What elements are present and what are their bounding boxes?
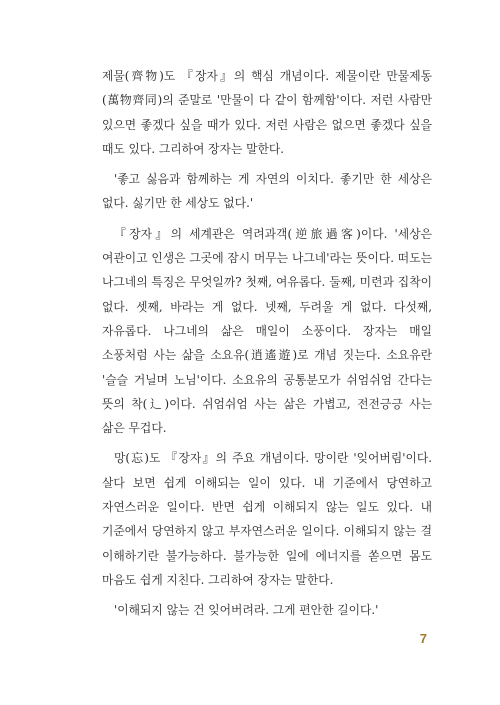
quote-forget: '이해되지 않는 건 잊어버려라. 그게 편안한 길이다.'	[114, 603, 379, 618]
page-body	[102, 64, 432, 629]
page-number: 7	[419, 631, 427, 646]
paragraph-mang: 망(忘)도 『장자』의 주요 개념이다. 망이란 '잊어버림'이다. 살다 보면 쉽게 이해되는 일이 있다. 내 기준에서 당연하고 자연스러운 일이다. 반면 쉽게 이해되지 않는 일도 있다. 내 기준에서 당연하지 않고 부자연스러운 일이다. 이해되지 않는 걸 이해하기란 불가능하다. 불가능한 일에 에너지를 쏟으면 몸도 마음도 쉽게 지친다. 그리하여 장자는 말한다.	[102, 451, 432, 587]
paragraph-yeokryeo-gwagaek: 『장자』의 세계관은 역려과객(逆旅過客)이다. '세상은 여관이고 인생은 그곳에 잠시 머무는 나그네'라는 뜻이다. 떠도는 나그네의 특징은 무엇일까? 첫째, 여유롭다. 둘째, 미련과 집착이 없다. 셋째, 바라는 게 없다. 넷째, 두려울 게 없다. 다섯째, 자유롭다. 나그네의 삶은 매일이 소풍이다. 장자는 매일 소풍처럼 사는 삶을 소요유(逍遙遊)로 개념 짓는다. 소요유란 '슬슬 거닐며 노님'이다. 소요유의 공통분모가 쉬엄쉬엄 간다는 뜻의 착(辶)이다. 쉬엄쉬엄 사는 삶은 가볍고, 전전긍긍 사는 삶은 무겁다.	[102, 226, 432, 436]
paragraph-jemul: 제물(齊物)도 『장자』의 핵심 개념이다. 제물이란 만물제동(萬物齊同)의 준말로 '만물이 다 같이 함께함'이다. 저런 사람만 있으면 좋겠다 싶을 때가 있다. 저런 사람은 없으면 좋겠다 싶을 때도 있다. 그리하여 장자는 말한다.	[102, 69, 432, 156]
quote-likes-dislikes: '좋고 싫음과 함께하는 게 자연의 이치다. 좋기만 한 세상은 없다. 싫기만 한 세상도 없다.'	[102, 172, 432, 211]
